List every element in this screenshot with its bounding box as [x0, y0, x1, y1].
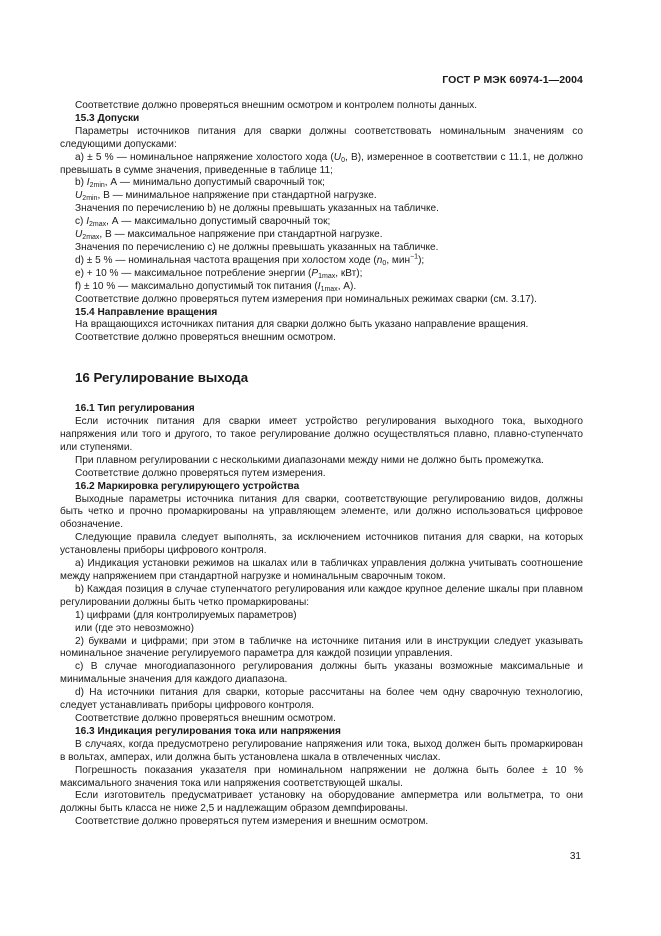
paragraph: Соответствие должно проверяться путем измерения и внешним осмотром.	[75, 816, 429, 828]
paragraph: Соответствие должно проверяться внешним осмотром.	[75, 712, 336, 724]
list-item-b-voltage: $U_{2min}$, В — минимальное напряжение при стандартной нагрузке.	[75, 190, 377, 203]
page-number: 31	[569, 851, 581, 862]
list-item-b: b) Каждая позиция в случае ступенчатого регулирования или каждое крупное деление шкалы при плавном регулировании должны быть четко промаркированы:	[60, 583, 583, 608]
section-heading-16-2: 16.2 Маркировка регулирующего устройства	[75, 480, 300, 492]
paragraph: Следующие правила следует выполнять, за исключением источников питания для сварки, на которых установлены приборы цифрового контроля.	[60, 532, 583, 557]
paragraph: Выходные параметры источника питания для сварки, соответствующие регулированию видов, должны быть четко и прочно промаркированы на управляющем элементе, или должно использоваться цифровое обозначение.	[60, 493, 583, 531]
section-heading-15-3: 15.3 Допуски	[75, 112, 140, 124]
list-item-c: c) В случае многодиапазонного регулирования должны быть указаны возможные максимальные и минимальные значения для каждого диапазона.	[60, 661, 583, 686]
section-heading-16: 16 Регулирование выхода	[75, 370, 249, 386]
paragraph: Если источник питания для сварки имеет устройство регулирования выходного тока, выходного напряжения или того и другого, то такое регулирование должно осуществляться плавно, плавно-ступенчато или ступенями.	[60, 416, 583, 453]
paragraph: В случаях, когда предусмотрено регулирование напряжения или тока, выход должен быть промаркирован в вольтах, амперах, или должна быть установлена шкала в отвлеченных числах.	[60, 738, 583, 763]
paragraph: На вращающихся источниках питания для сварки должно быть указано направление вращения.	[75, 319, 529, 331]
list-item-b: b) $I_{2min}$, А — минимально допустимый сварочный ток;	[75, 177, 325, 190]
list-item-a: a) ± 5 % — номинальное напряжение холостого хода ($U_0$, В), измеренное в соответствии с 11.1, не должно превышать в сумме значения, приведенные в таблице 11;	[60, 151, 583, 176]
section-heading-16-3: 16.3 Индикация регулирования тока или напряжения	[75, 725, 341, 737]
list-item-e: e) + 10 % — максимальное потребление энергии ($P_{1max}$, кВт);	[75, 267, 363, 280]
list-item-a: a) Индикация установки режимов на шкалах или в табличках управления должна учитывать соотношение между напряжением при стандартной нагрузке и номинальным сварочным током.	[60, 558, 583, 582]
section-heading-16-1: 16.1 Тип регулирования	[75, 403, 195, 415]
paragraph: Соответствие должно проверяться путем измерения.	[75, 467, 326, 479]
paragraph: Параметры источников питания для сварки должны соответствовать номинальным значениям со следующими допусками:	[60, 125, 583, 150]
paragraph: Если изготовитель предусматривает установку на оборудование амперметра или вольтметра, то они должны быть класса не ниже 2,5 и надлежащим образом демпфированы.	[60, 790, 583, 815]
paragraph: Значения по перечислению b) не должны превышать указанных на табличке.	[75, 203, 439, 215]
list-item-b-1: 1) цифрами (для контролируемых параметров)	[75, 609, 297, 621]
list-item-or: или (где это невозможно)	[75, 622, 195, 634]
paragraph: Соответствие должно проверяться внешним осмотром.	[75, 332, 336, 344]
paragraph: Соответствие должно проверяться путем измерения при номинальных режимах сварки (см. 3.17).	[75, 293, 537, 305]
paragraph: Погрешность показания указателя при номинальном напряжении не должна быть более ± 10 % максимального значения тока или напряжения соответствующей шкалы.	[60, 764, 583, 789]
list-item-c: c) $I_{2max}$, А — максимально допустимый сварочный ток;	[75, 216, 331, 229]
paragraph: Значения по перечислению c) не должны превышать указанных на табличке.	[75, 241, 439, 253]
list-item-c-voltage: $U_{2max}$, В — максимальное напряжение при стандартной нагрузке.	[75, 229, 383, 242]
paragraph: Соответствие должно проверяться внешним осмотром и контролем полноты данных.	[75, 100, 478, 111]
list-item-f: f) ± 10 % — максимально допустимый ток питания ($I_{1max}$, А).	[75, 280, 357, 293]
list-item-d: d) На источники питания для сварки, которые рассчитаны на более чем одну сварочную технологию, следует устанавливать приборы цифрового контроля.	[60, 687, 583, 712]
paragraph: При плавном регулировании с несколькими диапазонами между ними не должно быть промежутка.	[75, 454, 544, 466]
section-heading-15-4: 15.4 Направление вращения	[75, 306, 218, 318]
list-item-b-2: 2) буквами и цифрами; при этом в табличке на источнике питания или в инструкции следует указывать номинальное значение регулируемого параметра для каждой позиции управления.	[60, 635, 583, 660]
list-item-d: d) ± 5 % — номинальная частота вращения при холостом ходе ($n_0$, мин$^{-1}$);	[75, 253, 425, 267]
document-header: ГОСТ Р МЭК 60974-1—2004	[442, 74, 583, 86]
page-content	[60, 100, 583, 829]
